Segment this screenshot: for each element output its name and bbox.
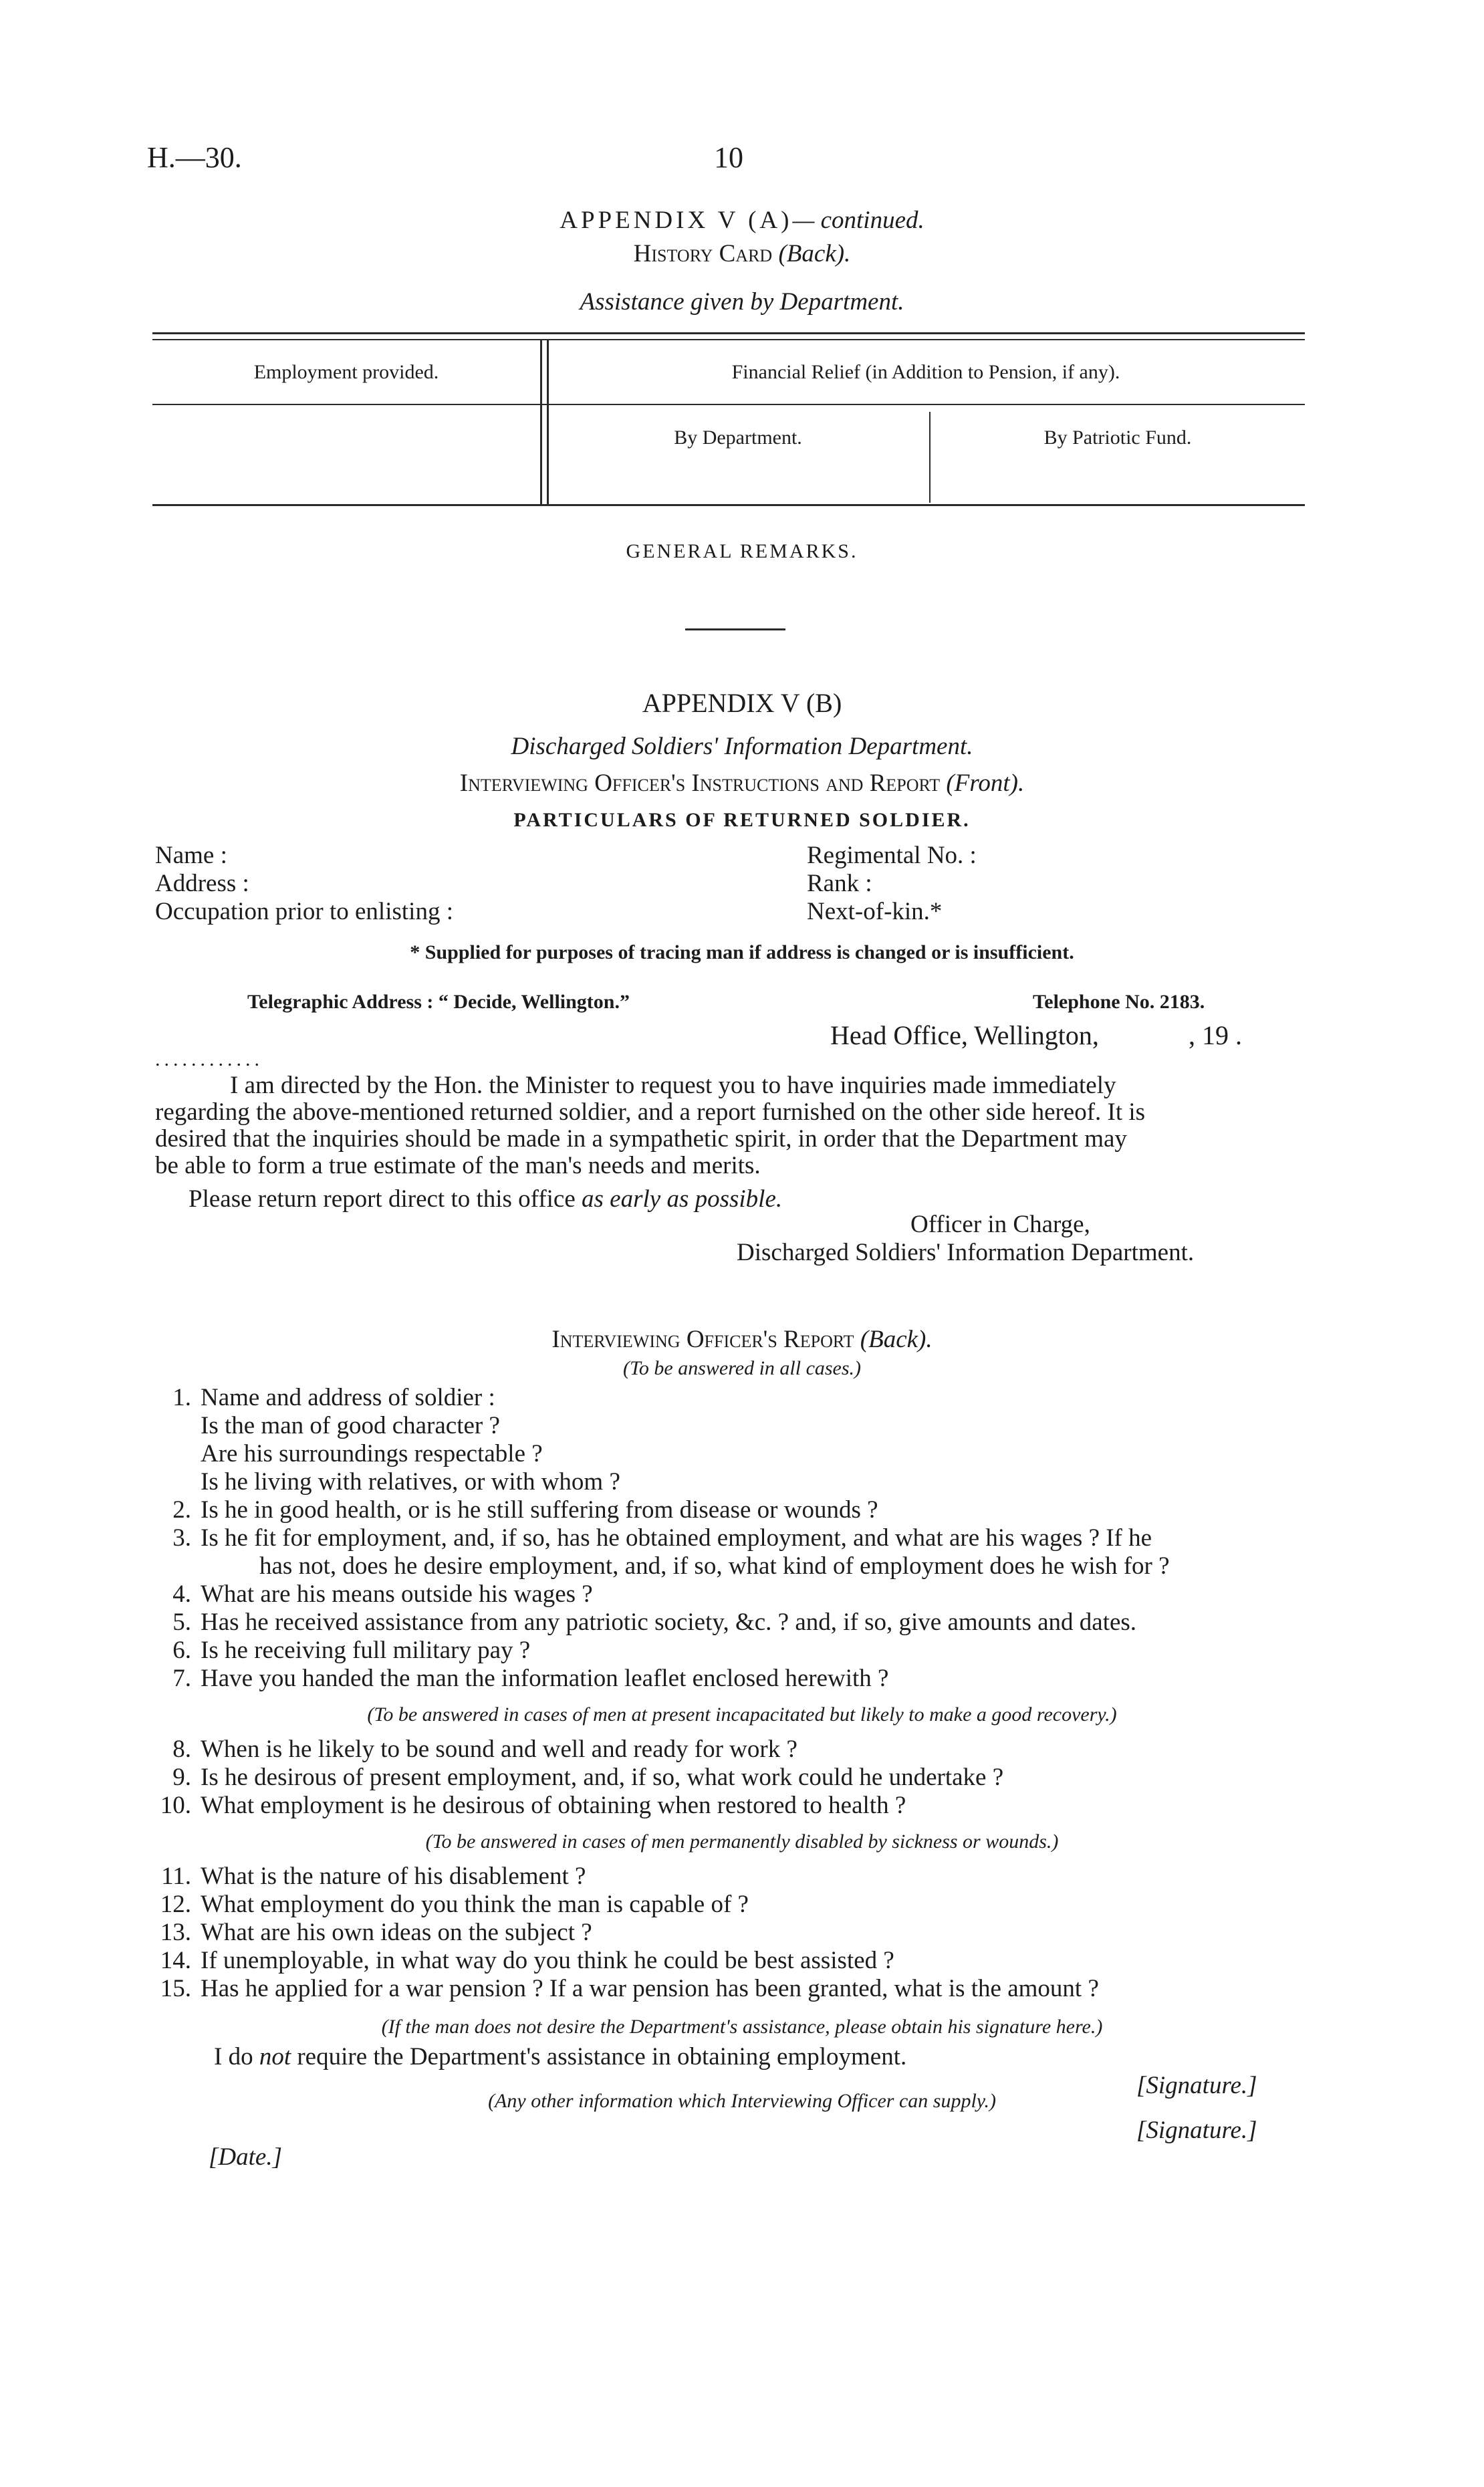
- footnote: * Supplied for purposes of tracing man if address is changed or is insufficient.: [410, 941, 1074, 963]
- field-next-of-kin: Next-of-kin.*: [807, 898, 943, 925]
- question-6-text: Is he receiving full military pay ?: [201, 1637, 531, 1664]
- table-top-rule: [152, 332, 1305, 334]
- letter-body: [155, 1072, 1338, 1179]
- decline-not: not: [259, 2043, 291, 2070]
- field-address: Address :: [155, 870, 249, 897]
- table-divider-main: [540, 339, 542, 504]
- field-regimental-no: Regimental No. :: [807, 842, 977, 869]
- return-instruction-text: Please return report direct to this office: [189, 1185, 576, 1213]
- general-remarks-heading: GENERAL REMARKS.: [626, 540, 858, 562]
- question-2: 2. Is he in good health, or is he still suffering from disease or wounds ?: [172, 1496, 878, 1524]
- question-12: 12. What employment do you think the man is capable of ?: [160, 1891, 749, 1918]
- address-dots: ............: [155, 1048, 263, 1070]
- question-10-text: What employment is he desirous of obtaining when restored to health ?: [201, 1792, 906, 1819]
- question-13-text: What are his own ideas on the subject ?: [201, 1919, 592, 1946]
- report-back-label: Interviewing Officer's Report: [551, 1326, 854, 1353]
- decline-post: require the Department's assistance in obtaining employment.: [297, 2043, 907, 2070]
- note-disabled: (To be answered in cases of men permanently disabled by sickness or wounds.): [425, 1830, 1059, 1853]
- question-1: 1. Name and address of soldier :: [172, 1384, 495, 1411]
- appendix-a-heading: [0, 206, 1484, 235]
- question-4-text: What are his means outside his wages ?: [201, 1580, 593, 1608]
- field-name: Name :: [155, 842, 227, 869]
- date-line: , 19 .: [1189, 1020, 1242, 1050]
- note-other-information: (Any other information which Interviewing Officer can supply.): [488, 2090, 996, 2112]
- question-1b: Are his surroundings respectable ?: [201, 1440, 543, 1467]
- question-11: 11. What is the nature of his disablement ?: [161, 1863, 586, 1890]
- head-office: Head Office, Wellington,: [830, 1020, 1099, 1050]
- section-divider: [685, 628, 785, 630]
- question-2-text: Is he in good health, or is he still suffering from disease or wounds ?: [201, 1496, 878, 1524]
- column-employment-provided: Employment provided.: [253, 361, 439, 383]
- question-15-text: Has he applied for a war pension ? If a war pension has been granted, what is the amount ?: [201, 1975, 1099, 2002]
- letter-body-line-1: I am directed by the Hon. the Minister to request you to have inquiries made immediately: [230, 1072, 1116, 1099]
- question-13: 13. What are his own ideas on the subject ?: [160, 1919, 592, 1946]
- decline-statement: [214, 2042, 906, 2071]
- document-reference: H.—30.: [147, 141, 242, 174]
- telegraphic-address: Telegraphic Address : “ Decide, Wellington.”: [247, 991, 630, 1013]
- question-5-text: Has he received assistance from any patriotic society, &c. ? and, if so, give amounts and dates.: [201, 1609, 1137, 1636]
- field-rank: Rank :: [807, 870, 872, 897]
- question-4: 4. What are his means outside his wages ?: [172, 1580, 593, 1608]
- return-instruction: [189, 1185, 782, 1213]
- question-8-text: When is he likely to be sound and well and ready for work ?: [201, 1736, 797, 1763]
- column-by-patriotic-fund: By Patriotic Fund.: [1043, 427, 1192, 449]
- question-3-continued: has not, does he desire employment, and, if so, what kind of employment does he wish for ?: [259, 1552, 1170, 1580]
- particulars-heading: PARTICULARS OF RETURNED SOLDIER.: [513, 809, 971, 831]
- appendix-a-heading-continued: — continued.: [792, 207, 924, 234]
- note-signature: (If the man does not desire the Department's assistance, please obtain his signature here.): [381, 2016, 1103, 2038]
- question-10: 10. What employment is he desirous of obtaining when restored to health ?: [160, 1792, 906, 1819]
- table-mid-rule: [152, 404, 1305, 405]
- question-7: 7. Have you handed the man the information leaflet enclosed herewith ?: [172, 1665, 889, 1692]
- decline-pre: I do: [214, 2043, 253, 2070]
- table-top-rule-2: [152, 339, 1305, 340]
- question-6: 6. Is he receiving full military pay ?: [172, 1637, 531, 1664]
- question-1a: Is the man of good character ?: [201, 1412, 500, 1439]
- question-1c: Is he living with relatives, or with whom ?: [201, 1468, 620, 1496]
- question-12-text: What employment do you think the man is capable of ?: [201, 1891, 749, 1918]
- history-card-title: [0, 239, 1484, 268]
- table-bottom-rule: [152, 504, 1305, 506]
- history-card-label: History Card: [633, 240, 773, 267]
- column-financial-relief: Financial Relief (in Addition to Pension, if any).: [731, 361, 1120, 383]
- question-3: 3. Is he fit for employment, and, if so, has he obtained employment, and what are his wages ? If he: [172, 1524, 1152, 1552]
- question-15: 15. Has he applied for a war pension ? If a war pension has been granted, what is the amount ?: [160, 1975, 1099, 2002]
- department-title: Discharged Soldiers' Information Department.: [511, 733, 973, 760]
- letter-body-line-3: desired that the inquiries should be made in a sympathetic spirit, in order that the Department may: [155, 1125, 1127, 1153]
- question-8: 8. When is he likely to be sound and well and ready for work ?: [172, 1736, 797, 1763]
- instructions-title-label: Interviewing Officer's Instructions and Report: [459, 769, 941, 797]
- instructions-title: [0, 769, 1484, 798]
- report-back-side: (Back).: [860, 1326, 933, 1353]
- column-by-department: By Department.: [674, 427, 802, 449]
- appendix-b-heading: APPENDIX V (B): [642, 688, 842, 718]
- question-9: 9. Is he desirous of present employment, and, if so, what work could he undertake ?: [172, 1764, 1004, 1791]
- officer-department: Discharged Soldiers' Information Department.: [737, 1239, 1195, 1266]
- assistance-subtitle: Assistance given by Department.: [580, 288, 904, 316]
- report-back-title: [0, 1325, 1484, 1354]
- instructions-title-side: (Front).: [946, 769, 1025, 797]
- question-1-text: Name and address of soldier :: [201, 1384, 495, 1411]
- question-5: 5. Has he received assistance from any patriotic society, &c. ? and, if so, give amounts and dates.: [172, 1609, 1137, 1636]
- question-3-text: Is he fit for employment, and, if so, has he obtained employment, and what are his wages ? If he: [201, 1524, 1152, 1552]
- question-7-text: Have you handed the man the information leaflet enclosed herewith ?: [201, 1665, 889, 1692]
- note-all-cases: (To be answered in all cases.): [622, 1357, 862, 1379]
- return-instruction-emphasis: as early as possible.: [582, 1185, 783, 1213]
- telephone-number: Telephone No. 2183.: [1033, 991, 1205, 1013]
- letter-body-line-2: regarding the above-mentioned returned soldier, and a report furnished on the other side hereof. It is: [155, 1098, 1146, 1126]
- question-14-text: If unemployable, in what way do you think he could be best assisted ?: [201, 1947, 894, 1974]
- table-divider-sub: [929, 412, 931, 503]
- note-incapacitated: (To be answered in cases of men at present incapacitated but likely to make a good recovery.): [367, 1703, 1117, 1726]
- history-card-side: (Back).: [778, 240, 851, 267]
- signature-label-2: [Signature.]: [1136, 2117, 1257, 2144]
- letter-body-line-4: be able to form a true estimate of the man's needs and merits.: [155, 1152, 761, 1179]
- question-9-text: Is he desirous of present employment, and, if so, what work could he undertake ?: [201, 1764, 1004, 1791]
- page-number: 10: [714, 141, 743, 174]
- signature-label-1: [Signature.]: [1136, 2072, 1257, 2099]
- question-14: 14. If unemployable, in what way do you think he could be best assisted ?: [160, 1947, 894, 1974]
- date-label: [Date.]: [209, 2143, 282, 2171]
- field-occupation: Occupation prior to enlisting :: [155, 898, 453, 925]
- question-11-text: What is the nature of his disablement ?: [201, 1863, 586, 1890]
- officer-in-charge: Officer in Charge,: [910, 1211, 1090, 1238]
- appendix-a-heading-main: APPENDIX V (A): [560, 207, 793, 234]
